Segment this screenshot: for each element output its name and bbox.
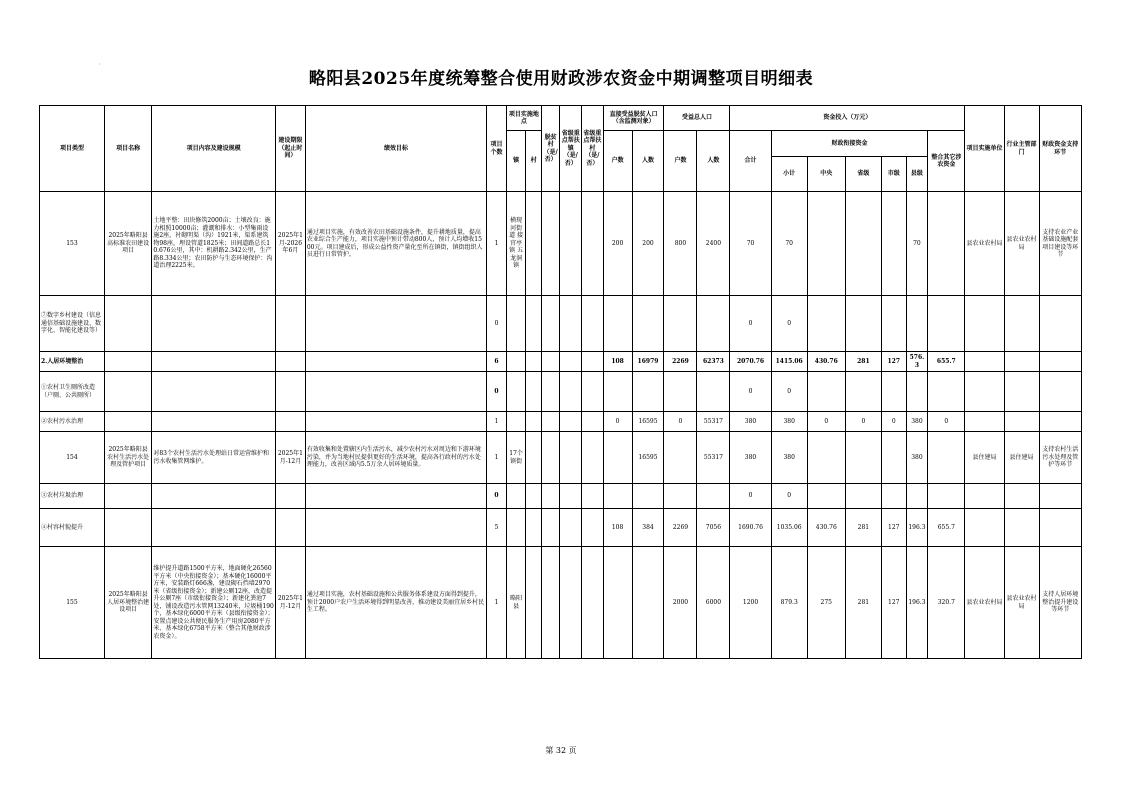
cell-goal: 通过项目实施，有效改善农田基础设施条件，提升耕地质量，提高农业综合生产能力，项目实施中预计带动800人，预计人均增收1500元。项目建成后，形成公益性资产量化至所在镇街，镇街组织人员进行日常管护。 (305, 192, 486, 296)
cell-period: 2025年1月-12月 (275, 432, 305, 484)
cell-subtotal: 0 (771, 296, 807, 352)
cell-subtotal: 70 (771, 192, 807, 296)
cell-count: 0 (487, 484, 507, 509)
cell-sum: 0 (730, 296, 771, 352)
cell-d-households: 0 (603, 412, 632, 432)
cell-unit: 县住建局 (965, 432, 1004, 484)
cell-count: 0 (487, 372, 507, 412)
header-city: 市级 (881, 157, 906, 192)
table-row (40, 509, 1082, 547)
cell-county: 576.3 (906, 352, 928, 372)
cell-sum: 1690.76 (730, 509, 771, 547)
cell-id: 154 (40, 432, 105, 484)
cell-d-households: 108 (603, 509, 632, 547)
cell-link: 支持农业产业基础设施配套项目建设等环节 (1039, 192, 1081, 296)
cell-count: 6 (487, 352, 507, 372)
cell-town: 略阳县 (506, 547, 526, 659)
cell-provincial: 281 (845, 547, 881, 659)
header-period: 建设期限（起止时间） (275, 106, 305, 192)
cell-count: 1 (487, 412, 507, 432)
cell-count: 5 (487, 509, 507, 547)
table-row (40, 484, 1082, 509)
cell-central: 0 (807, 412, 845, 432)
cell-t-households: 0 (664, 412, 697, 432)
header-total-benefit: 受益总人口 (664, 106, 730, 131)
cell-sum: 2070.76 (730, 352, 771, 372)
page-number: 第 32 页 (545, 746, 577, 755)
cell-sum: 70 (730, 192, 771, 296)
cell-town: 横现河街道 接官亭镇 五龙洞镇 (506, 192, 526, 296)
cell-sum: 0 (730, 484, 771, 509)
cell-name: 2025年略阳县高标准农田建设项目 (104, 192, 151, 296)
cell-type: 2.人居环境整治 (40, 352, 105, 372)
table-row (40, 192, 1082, 296)
cell-other: 655.7 (928, 509, 965, 547)
header-type: 项目类型 (40, 106, 105, 192)
cell-t-people: 7056 (697, 509, 730, 547)
cell-subtotal: 879.3 (771, 547, 807, 659)
header-direct-benefit: 直接受益脱贫人口（含监测对象） (603, 106, 664, 131)
cell-t-households: 2269 (664, 352, 697, 372)
header-total-households: 户数 (664, 131, 697, 192)
cell-count: 1 (487, 547, 507, 659)
cell-county: 196.3 (906, 547, 928, 659)
cell-town: 17个镇街 (506, 432, 526, 484)
cell-t-people: 55317 (697, 432, 730, 484)
cell-link: 支持人居环境整治提升建设等环节 (1039, 547, 1081, 659)
cell-provincial: 281 (845, 352, 881, 372)
page-title: 略阳县2025年度统筹整合使用财政涉农资金中期调整项目明细表 (308, 69, 814, 89)
cell-subtotal: 1035.06 (771, 509, 807, 547)
project-table (39, 105, 1082, 659)
cell-link: 支持农村生活污水处理及管护等环节 (1039, 432, 1081, 484)
cell-t-people: 2400 (697, 192, 730, 296)
header-funds: 资金投入（万元） (730, 106, 965, 131)
cell-city: 0 (881, 412, 906, 432)
cell-county: 380 (906, 412, 928, 432)
cell-d-people: 16979 (632, 352, 664, 372)
cell-type: ①农村卫生厕所改造（户厕、公共厕所） (40, 372, 105, 412)
header-direct-people: 人数 (632, 131, 664, 192)
header-unit: 项目实施单位 (965, 106, 1004, 192)
cell-county: 70 (906, 192, 928, 296)
cell-t-people: 6000 (697, 547, 730, 659)
cell-subtotal: 380 (771, 412, 807, 432)
header-poverty-village: 脱贫村（是/否） (541, 106, 560, 192)
header-other: 整合其它涉农资金 (928, 131, 965, 192)
cell-dept: 县农业农村局 (1004, 547, 1039, 659)
cell-content: 土地平整：田块修筑2000亩；土壤改良：施力相照10000亩；灌溉和排水：小型集雨设施2座，衬砌明渠（沟）1921米，渠系建筑物98座，埋设管道1825米；田间道路总长10.676公里，其中：机耕路2.342公里，生产路8.334公里；农田防护与生态环境保护：沟道治理2225米。 (152, 192, 276, 296)
table-row (40, 352, 1082, 372)
cell-period: 2025年1月-2026年6月 (275, 192, 305, 296)
cell-provincial: 281 (845, 509, 881, 547)
cell-name: 2025年略阳县农村生活污水处理及管护项目 (104, 432, 151, 484)
cell-t-people: 62373 (697, 352, 730, 372)
cell-sum: 380 (730, 432, 771, 484)
cell-type: ③农村垃圾治理 (40, 484, 105, 509)
cell-subtotal: 0 (771, 372, 807, 412)
header-goal: 绩效目标 (305, 106, 486, 192)
cell-sum: 1200 (730, 547, 771, 659)
cell-t-households: 2000 (664, 547, 697, 659)
cell-name: 2025年略阳县人居环境整治建设项目 (104, 547, 151, 659)
header-county: 县级 (906, 157, 928, 192)
header-central: 中央 (807, 157, 845, 192)
cell-central: 430.76 (807, 352, 845, 372)
cell-d-people: 384 (632, 509, 664, 547)
cell-period: 2025年1月-12月 (275, 547, 305, 659)
cell-goal: 有效收集和处置辖区内生活污水，减少农村污水对周边和下游环境污染，并为当地村民提供更好的生活环境，提高各行政村的污水处理能力，改善区域内5.5万余人居环境质量。 (305, 432, 486, 484)
cell-county: 380 (906, 432, 928, 484)
header-sum: 合计 (730, 131, 771, 192)
cell-count: 1 (487, 432, 507, 484)
table-row (40, 372, 1082, 412)
header-fiscal: 财政衔接资金 (771, 131, 928, 157)
cell-d-people: 16595 (632, 412, 664, 432)
cell-subtotal: 1415.06 (771, 352, 807, 372)
cell-type: ④村容村貌提升 (40, 509, 105, 547)
corner-mark: ' (99, 62, 101, 67)
header-location: 项目实施地点 (506, 106, 541, 131)
header-town: 镇 (506, 131, 526, 192)
header-key-village: 省级重点帮扶村（是/否） (582, 106, 604, 192)
cell-other: 0 (928, 412, 965, 432)
cell-central: 275 (807, 547, 845, 659)
cell-subtotal: 0 (771, 484, 807, 509)
cell-sum: 380 (730, 412, 771, 432)
cell-count: 0 (487, 296, 507, 352)
cell-other: 320.7 (928, 547, 965, 659)
header-link: 财政资金支持环节 (1039, 106, 1081, 192)
cell-county: 196.3 (906, 509, 928, 547)
header-subtotal: 小计 (771, 157, 807, 192)
cell-t-households: 2269 (664, 509, 697, 547)
cell-dept: 县农业农村局 (1004, 192, 1039, 296)
cell-provincial: 0 (845, 412, 881, 432)
cell-sum: 0 (730, 372, 771, 412)
cell-city: 127 (881, 509, 906, 547)
cell-type: ②农村污水治理 (40, 412, 105, 432)
cell-subtotal: 380 (771, 432, 807, 484)
cell-id: 153 (40, 192, 105, 296)
cell-d-households: 200 (603, 192, 632, 296)
header-total-people: 人数 (697, 131, 730, 192)
header-count: 项目个数 (487, 106, 507, 192)
header-name: 项目名称 (104, 106, 151, 192)
cell-t-people: 55317 (697, 412, 730, 432)
header-village: 村 (526, 131, 541, 192)
header-direct-households: 户数 (603, 131, 632, 192)
cell-central: 430.76 (807, 509, 845, 547)
cell-t-households: 800 (664, 192, 697, 296)
cell-other: 655.7 (928, 352, 965, 372)
table-row (40, 412, 1082, 432)
cell-goal: 通过项目实施，农村基础设施和公共服务体系建设方面得到提升，预计2000户农户生活环境得到明显改善，推动建设美丽宜居乡村民生工程。 (305, 547, 486, 659)
cell-d-people: 200 (632, 192, 664, 296)
table-row (40, 547, 1082, 659)
header-key-town: 省级重点帮扶镇（是/否） (560, 106, 582, 192)
table-row (40, 296, 1082, 352)
cell-content: 维护提升道路1500平方米，地面硬化26560平方米（中央衔接资金）；基本硬化16000平方米，安装路灯666盏，建设砌石挡墙2970米（省级衔接资金）；新建公厕12座，改造提升公厕7座（市级衔接资金）；新建化粪池7处，铺设改造污水管网13240米，垃圾桶190个，基本绿化6000平方米（县级衔接资金）；安置点建设公共便民服务生产用房2080平方米、基本绿化6758平方米（整合其他财政涉农资金）。 (152, 547, 276, 659)
cell-unit: 县农业农村局 (965, 192, 1004, 296)
cell-type: ⑦数字乡村建设（信息通信基础设施建设、数字化、智能化建设等） (40, 296, 105, 352)
cell-d-people: 16595 (632, 432, 664, 484)
cell-content: 对83个农村生活污水处理站日常运营维护和污水收集管网维护。 (152, 432, 276, 484)
cell-city: 127 (881, 547, 906, 659)
cell-dept: 县住建局 (1004, 432, 1039, 484)
cell-city: 127 (881, 352, 906, 372)
cell-d-households: 108 (603, 352, 632, 372)
cell-count: 1 (487, 192, 507, 296)
cell-id: 155 (40, 547, 105, 659)
cell-unit: 县农业农村局 (965, 547, 1004, 659)
header-dept: 行业主管部门 (1004, 106, 1039, 192)
header-provincial: 省级 (845, 157, 881, 192)
table-row (40, 432, 1082, 484)
header-content: 项目内容及建设规模 (152, 106, 276, 192)
